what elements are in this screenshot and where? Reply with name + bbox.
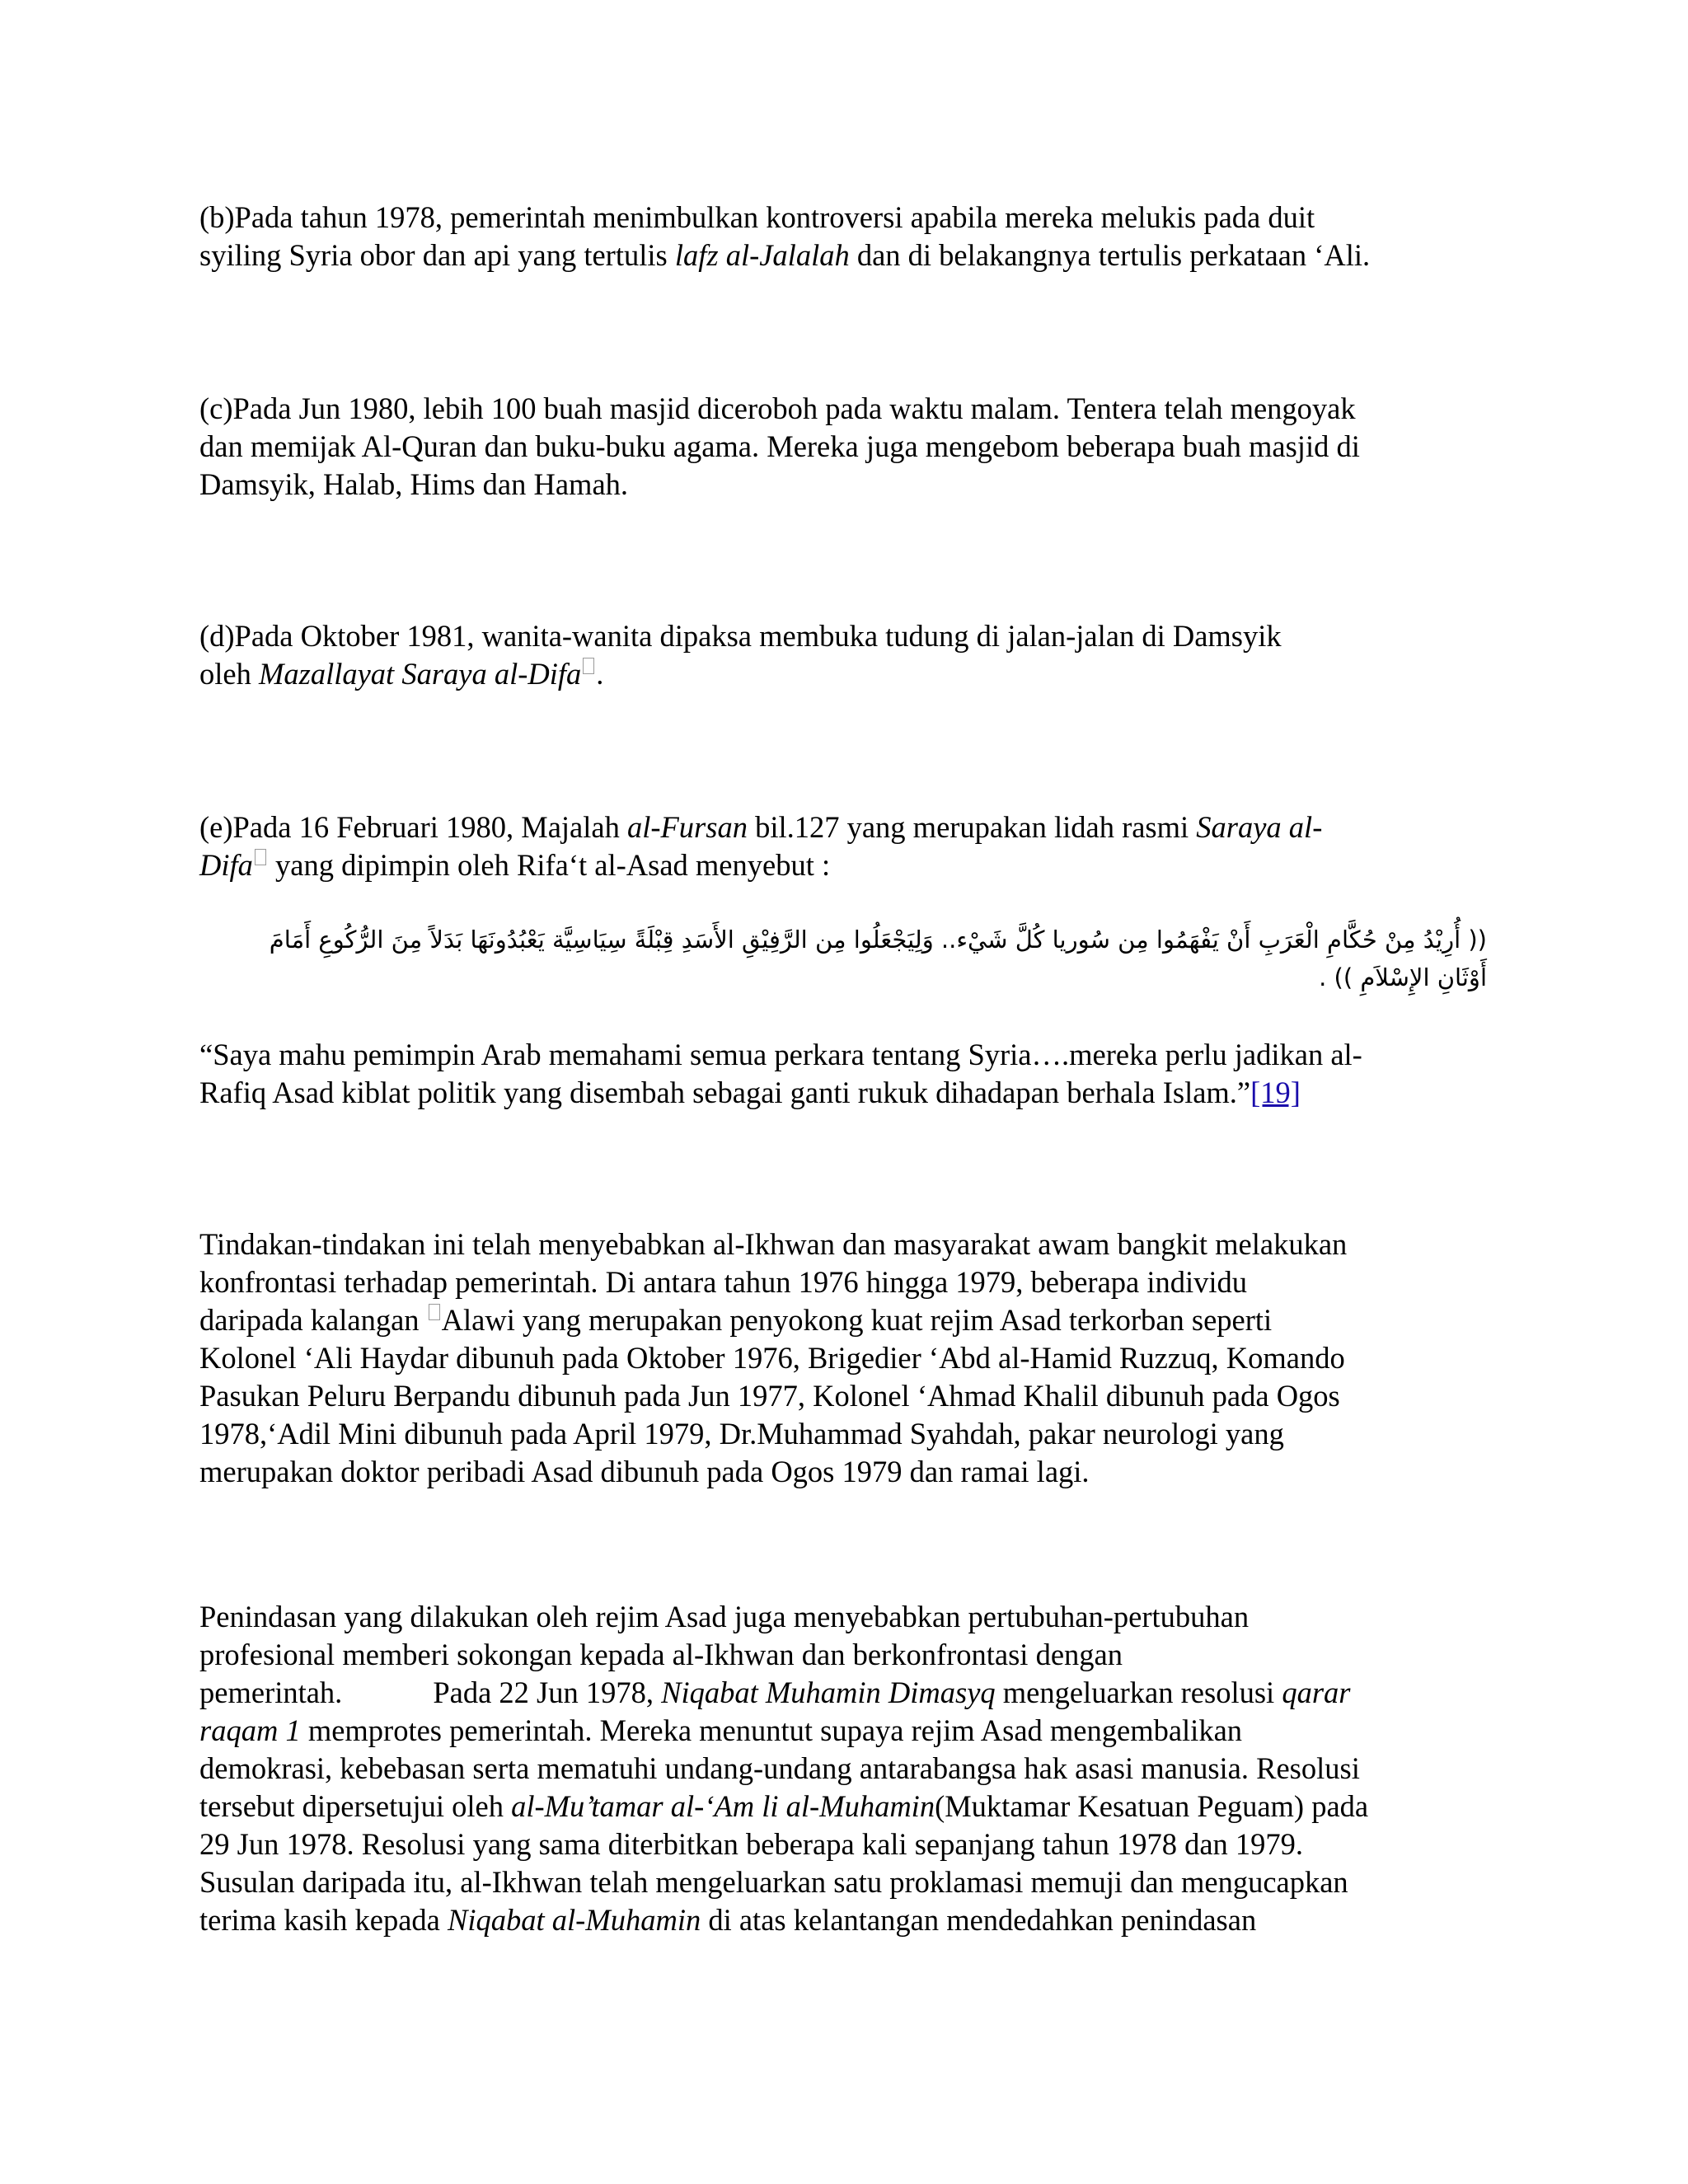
- paragraph-b: [199, 199, 1502, 274]
- text-line: Damsyik, Halab, Hims dan Hamah.: [199, 467, 629, 501]
- text-run: oleh: [199, 657, 259, 691]
- text-line: [199, 1301, 1502, 1339]
- text-run: Pada 22 Jun 1978,: [433, 1675, 662, 1709]
- text-run: bil.127 yang merupakan lidah rasmi: [747, 810, 1197, 844]
- paragraph-tindakan: [199, 1226, 1502, 1491]
- text-run: .: [596, 657, 604, 691]
- paragraph-penindasan: [199, 1598, 1502, 1939]
- text-line: [199, 808, 1502, 846]
- text-line: Penindasan yang dilakukan oleh rejim Asad juga menyebabkan pertubuhan-pertubuhan: [199, 1600, 1250, 1633]
- text-line: profesional memberi sokongan kepada al-Ikhwan dan berkonfrontasi dengan: [199, 1638, 1123, 1671]
- text-line: [199, 1712, 1502, 1750]
- text-line: Pasukan Peluru Berpandu dibunuh pada Jun 1977, Kolonel ‘Ahmad Khalil dibunuh pada Ogos: [199, 1379, 1340, 1413]
- italic-term: al-Mu’tamar al-‘Am li al-Muhamin: [511, 1789, 935, 1823]
- italic-term: Niqabat Muhamin Dimasyq: [661, 1675, 996, 1709]
- text-line: [199, 655, 1502, 693]
- missing-glyph-icon: [583, 658, 594, 674]
- text-run: mengeluarkan resolusi: [995, 1675, 1282, 1709]
- text-line: [199, 846, 1502, 884]
- text-line: [199, 1074, 1502, 1112]
- text-line: (c)Pada Jun 1980, lebih 100 buah masjid diceroboh pada waktu malam. Tentera telah mengoyak: [199, 391, 1356, 425]
- italic-term: lafz al-Jalalah: [674, 238, 850, 272]
- arabic-quote: [199, 921, 1487, 996]
- text-line: (d)Pada Oktober 1981, wanita-wanita dipaksa membuka tudung di jalan-jalan di Damsyik: [199, 619, 1282, 653]
- paragraph-d: [199, 617, 1502, 693]
- text-line: [199, 237, 1502, 274]
- text-line: dan memijak Al-Quran dan buku-buku agama. Mereka juga mengebom beberapa buah masjid di: [199, 429, 1360, 463]
- text-run: syiling Syria obor dan api yang tertulis: [199, 238, 675, 272]
- text-run: terima kasih kepada: [199, 1903, 448, 1937]
- missing-glyph-icon: [255, 849, 266, 865]
- paragraph-c: [199, 390, 1502, 504]
- arabic-line: (( أُرِيْدُ مِنْ حُكَّامِ الْعَرَبِ أَنْ يَفْهَمُوا مِن سُوريا كُلَّ شَيْء.. وَلِيَجْعَلُوا مِن الرَّفِيْقِ الأَسَدِ قِبْلَةً سِيَاسِيَّة يَعْبُدُونَهَا بَدَلاً مِنَ الرُّكُوعِ أَمَامَ: [269, 926, 1487, 954]
- text-line: 29 Jun 1978. Resolusi yang sama diterbitkan beberapa kali sepanjang tahun 1978 dan 1979.: [199, 1827, 1304, 1861]
- text-run: daripada kalangan: [199, 1303, 427, 1337]
- text-line: “Saya mahu pemimpin Arab memahami semua perkara tentang Syria….mereka perlu jadikan al-: [199, 1038, 1362, 1071]
- italic-term: raqam 1: [199, 1713, 301, 1747]
- text-run: pemerintah.: [199, 1675, 343, 1709]
- italic-term: Saraya al-: [1196, 810, 1323, 844]
- text-line: demokrasi, kebebasan serta mematuhi undang-undang antarabangsa hak asasi manusia. Resolusi: [199, 1751, 1360, 1785]
- footnote-link[interactable]: [19]: [1250, 1076, 1301, 1109]
- text-run: Rafiq Asad kiblat politik yang disembah sebagai ganti rukuk dihadapan berhala Islam.”: [199, 1076, 1251, 1109]
- text-line: (b)Pada tahun 1978, pemerintah menimbulkan kontroversi apabila mereka melukis pada duit: [199, 200, 1315, 234]
- text-line: Tindakan-tindakan ini telah menyebabkan al-Ikhwan dan masyarakat awam bangkit melakukan: [199, 1227, 1348, 1261]
- text-line: merupakan doktor peribadi Asad dibunuh pada Ogos 1979 dan ramai lagi.: [199, 1455, 1090, 1488]
- text-run: (Muktamar Kesatuan Peguam) pada: [935, 1789, 1369, 1823]
- text-run: di atas kelantangan mendedahkan penindasan: [701, 1903, 1257, 1937]
- paragraph-e: [199, 808, 1502, 884]
- text-line: [199, 1901, 1502, 1939]
- text-run: memprotes pemerintah. Mereka menuntut supaya rejim Asad mengembalikan: [300, 1713, 1243, 1747]
- text-line: Susulan daripada itu, al-Ikhwan telah mengeluarkan satu proklamasi memuji dan mengucapkan: [199, 1865, 1348, 1899]
- italic-term: al-Fursan: [626, 810, 748, 844]
- missing-glyph-icon: [429, 1304, 440, 1320]
- text-line: 1978,‘Adil Mini dibunuh pada April 1979, Dr.Muhammad Syahdah, pakar neurologi yang: [199, 1417, 1284, 1451]
- translated-quote: [199, 1036, 1502, 1112]
- text-run: dan di belakangnya tertulis perkataan ‘Ali.: [849, 238, 1371, 272]
- italic-term: qarar: [1282, 1675, 1351, 1709]
- arabic-line: أَوْثَانِ الإِسْلاَمِ )) .: [1319, 963, 1487, 991]
- text-line: konfrontasi terhadap pemerintah. Di antara tahun 1976 hingga 1979, beberapa individu: [199, 1265, 1248, 1299]
- italic-term: Mazallayat Saraya al-Difa: [258, 657, 582, 691]
- italic-term: Difa: [199, 848, 253, 882]
- text-run: Alawi yang merupakan penyokong kuat rejim Asad terkorban seperti: [441, 1303, 1273, 1337]
- text-run: yang dipimpin oleh Rifa‘t al-Asad menyebut :: [267, 848, 831, 882]
- text-run: tersebut dipersetujui oleh: [199, 1789, 512, 1823]
- italic-term: Niqabat al-Muhamin: [448, 1903, 701, 1937]
- text-line: Kolonel ‘Ali Haydar dibunuh pada Oktober 1976, Brigedier ‘Abd al-Hamid Ruzzuq, Komando: [199, 1341, 1345, 1375]
- text-line: [199, 1674, 1502, 1712]
- text-run: (e)Pada 16 Februari 1980, Majalah: [199, 810, 627, 844]
- text-line: [199, 1788, 1502, 1825]
